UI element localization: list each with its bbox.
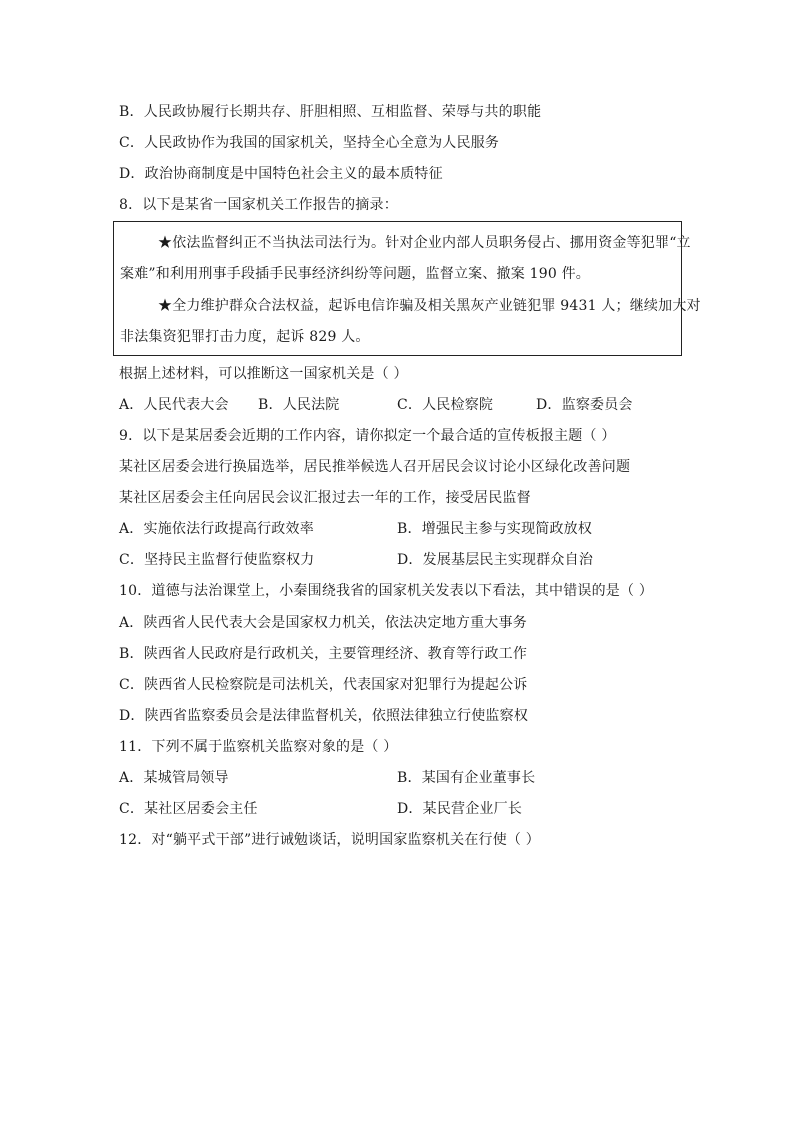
material-paragraph-2-line-1: ★全力维护群众合法权益，起诉电信诈骗及相关黑灰产业链犯罪 9431 人；继续加大对	[158, 298, 701, 314]
q8-question: 根据上述材料，可以推断这一国家机关是（ ）	[119, 366, 408, 382]
q7-option-b: B．人民政协履行长期共存、肝胆相照、互相监督、荣辱与共的职能	[119, 104, 542, 120]
q10-option-a: A．陕西省人民代表大会是国家权力机关，依法决定地方重大事务	[119, 615, 527, 631]
q9-option-c: C．坚持民主监督行使监察权力	[119, 552, 315, 568]
q8-stem: 8．以下是某省一国家机关工作报告的摘录：	[119, 197, 398, 213]
material-paragraph-2-line-2: 非法集资犯罪打击力度，起诉 829 人。	[120, 329, 370, 345]
q10-option-c: C．陕西省人民检察院是司法机关，代表国家对犯罪行为提起公诉	[119, 677, 528, 693]
q8-option-b: B．人民法院	[258, 397, 340, 413]
q10-stem: 10．道德与法治课堂上，小秦围绕我省的国家机关发表以下看法，其中错误的是（ ）	[119, 583, 654, 599]
material-paragraph-1-line-2: 案难”和利用刑事手段插手民事经济纠纷等问题，监督立案、撤案 190 件。	[120, 266, 590, 282]
q8-option-d: D．监察委员会	[536, 397, 633, 413]
q11-option-d: D．某民营企业厂长	[397, 801, 523, 817]
q9-option-a: A．实施依法行政提高行政效率	[119, 521, 314, 537]
q11-option-a: A．某城管局领导	[119, 770, 229, 786]
q9-option-b: B．增强民主参与实现简政放权	[397, 521, 593, 537]
material-paragraph-1-line-1: ★依法监督纠正不当执法司法行为。针对企业内部人员职务侵占、挪用资金等犯罪“立	[158, 235, 691, 251]
q9-stem: 9．以下是某居委会近期的工作内容，请你拟定一个最合适的宣传板报主题（ ）	[119, 428, 616, 444]
q12-stem: 12．对“躺平式干部”进行诫勉谈话，说明国家监察机关在行使（ ）	[119, 832, 540, 848]
q8-option-a: A．人民代表大会	[119, 397, 229, 413]
q11-option-b: B．某国有企业董事长	[397, 770, 536, 786]
q10-option-b: B．陕西省人民政府是行政机关，主要管理经济、教育等行政工作	[119, 646, 528, 662]
q8-material-box	[113, 221, 701, 356]
q9-material-1: 某社区居委会进行换届选举，居民推举候选人召开居民会议讨论小区绿化改善问题	[119, 459, 631, 475]
q11-stem: 11．下列不属于监察机关监察对象的是（ ）	[119, 739, 398, 755]
q9-option-d: D．发展基层民主实现群众自治	[397, 552, 594, 568]
q7-option-d: D．政治协商制度是中国特色社会主义的最本质特征	[119, 166, 443, 182]
q10-option-d: D．陕西省监察委员会是法律监督机关，依照法律独立行使监察权	[119, 708, 529, 724]
q9-material-2: 某社区居委会主任向居民会议汇报过去一年的工作，接受居民监督	[119, 490, 531, 506]
q7-option-c: C．人民政协作为我国的国家机关，坚持全心全意为人民服务	[119, 135, 500, 151]
q11-option-c: C．某社区居委会主任	[119, 801, 258, 817]
q8-option-c: C．人民检察院	[397, 397, 494, 413]
